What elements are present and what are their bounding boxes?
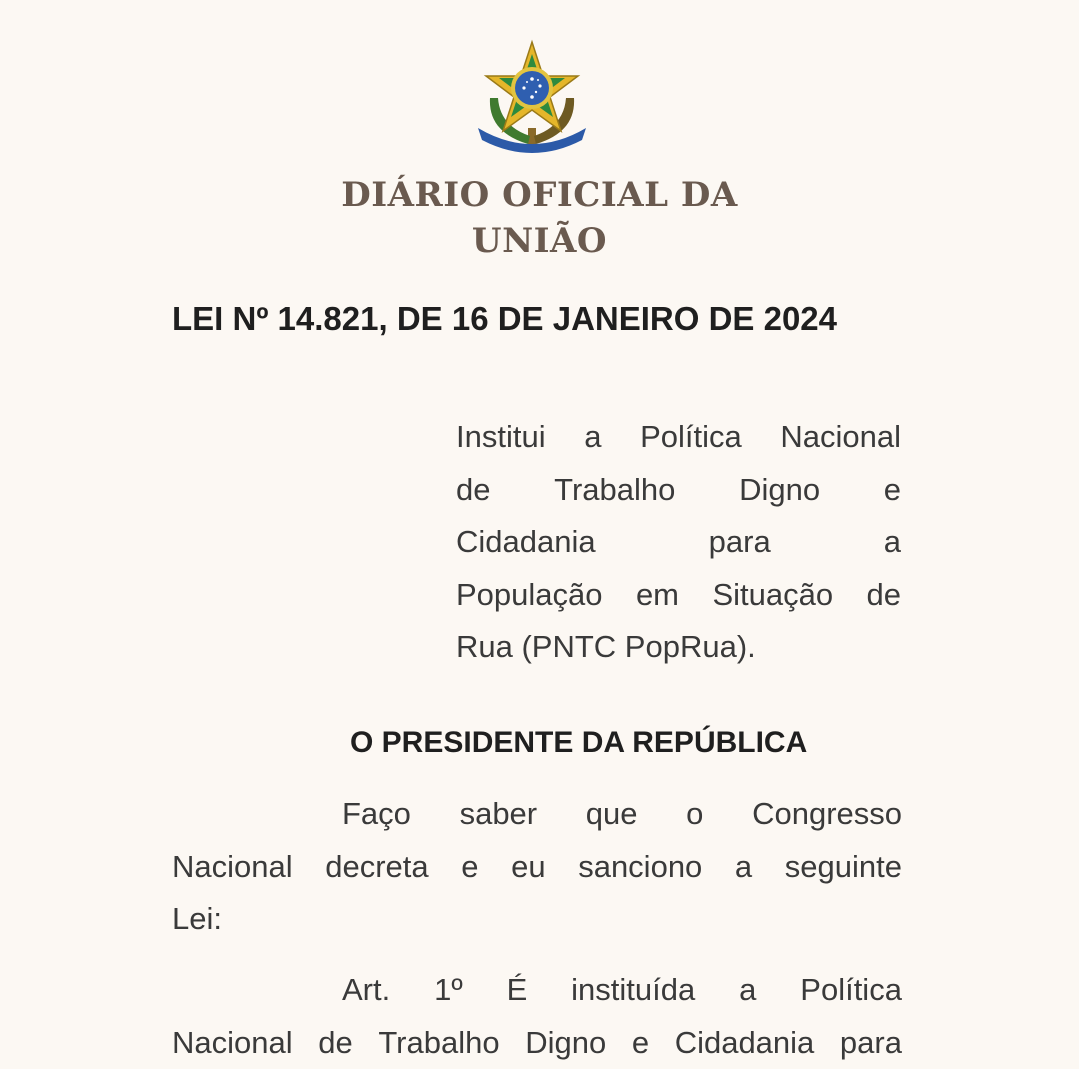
brazil-coat-of-arms-icon [470,36,594,158]
gazette-title-line1: DIÁRIO OFICIAL DA [200,172,879,218]
law-summary-line: Cidadania para a [456,516,901,569]
gazette-title-line2: UNIÃO [200,218,879,264]
paragraph-line: Nacional decreta e eu sanciono a seguinte [172,841,902,894]
law-title: LEI Nº 14.821, DE 16 DE JANEIRO DE 2024 [172,296,902,342]
law-summary-line: Institui a Política Nacional [456,411,901,464]
paragraph-line: Lei: [172,893,902,946]
paragraph-line: Faço saber que o Congresso [172,788,902,841]
paragraph-line: Nacional de Trabalho Digno e Cidadania para [172,1017,902,1069]
law-summary-line: População em Situação de [456,569,901,622]
law-summary-line: Rua (PNTC PopRua). [456,621,901,674]
enactment-paragraph [172,788,902,946]
article-1-paragraph [172,964,902,1069]
president-heading: O PRESIDENTE DA REPÚBLICA [350,721,910,765]
gazette-title [200,172,879,264]
law-summary [456,411,901,674]
paragraph-line: Art. 1º É instituída a Política [172,964,902,1017]
law-summary-line: de Trabalho Digno e [456,464,901,517]
